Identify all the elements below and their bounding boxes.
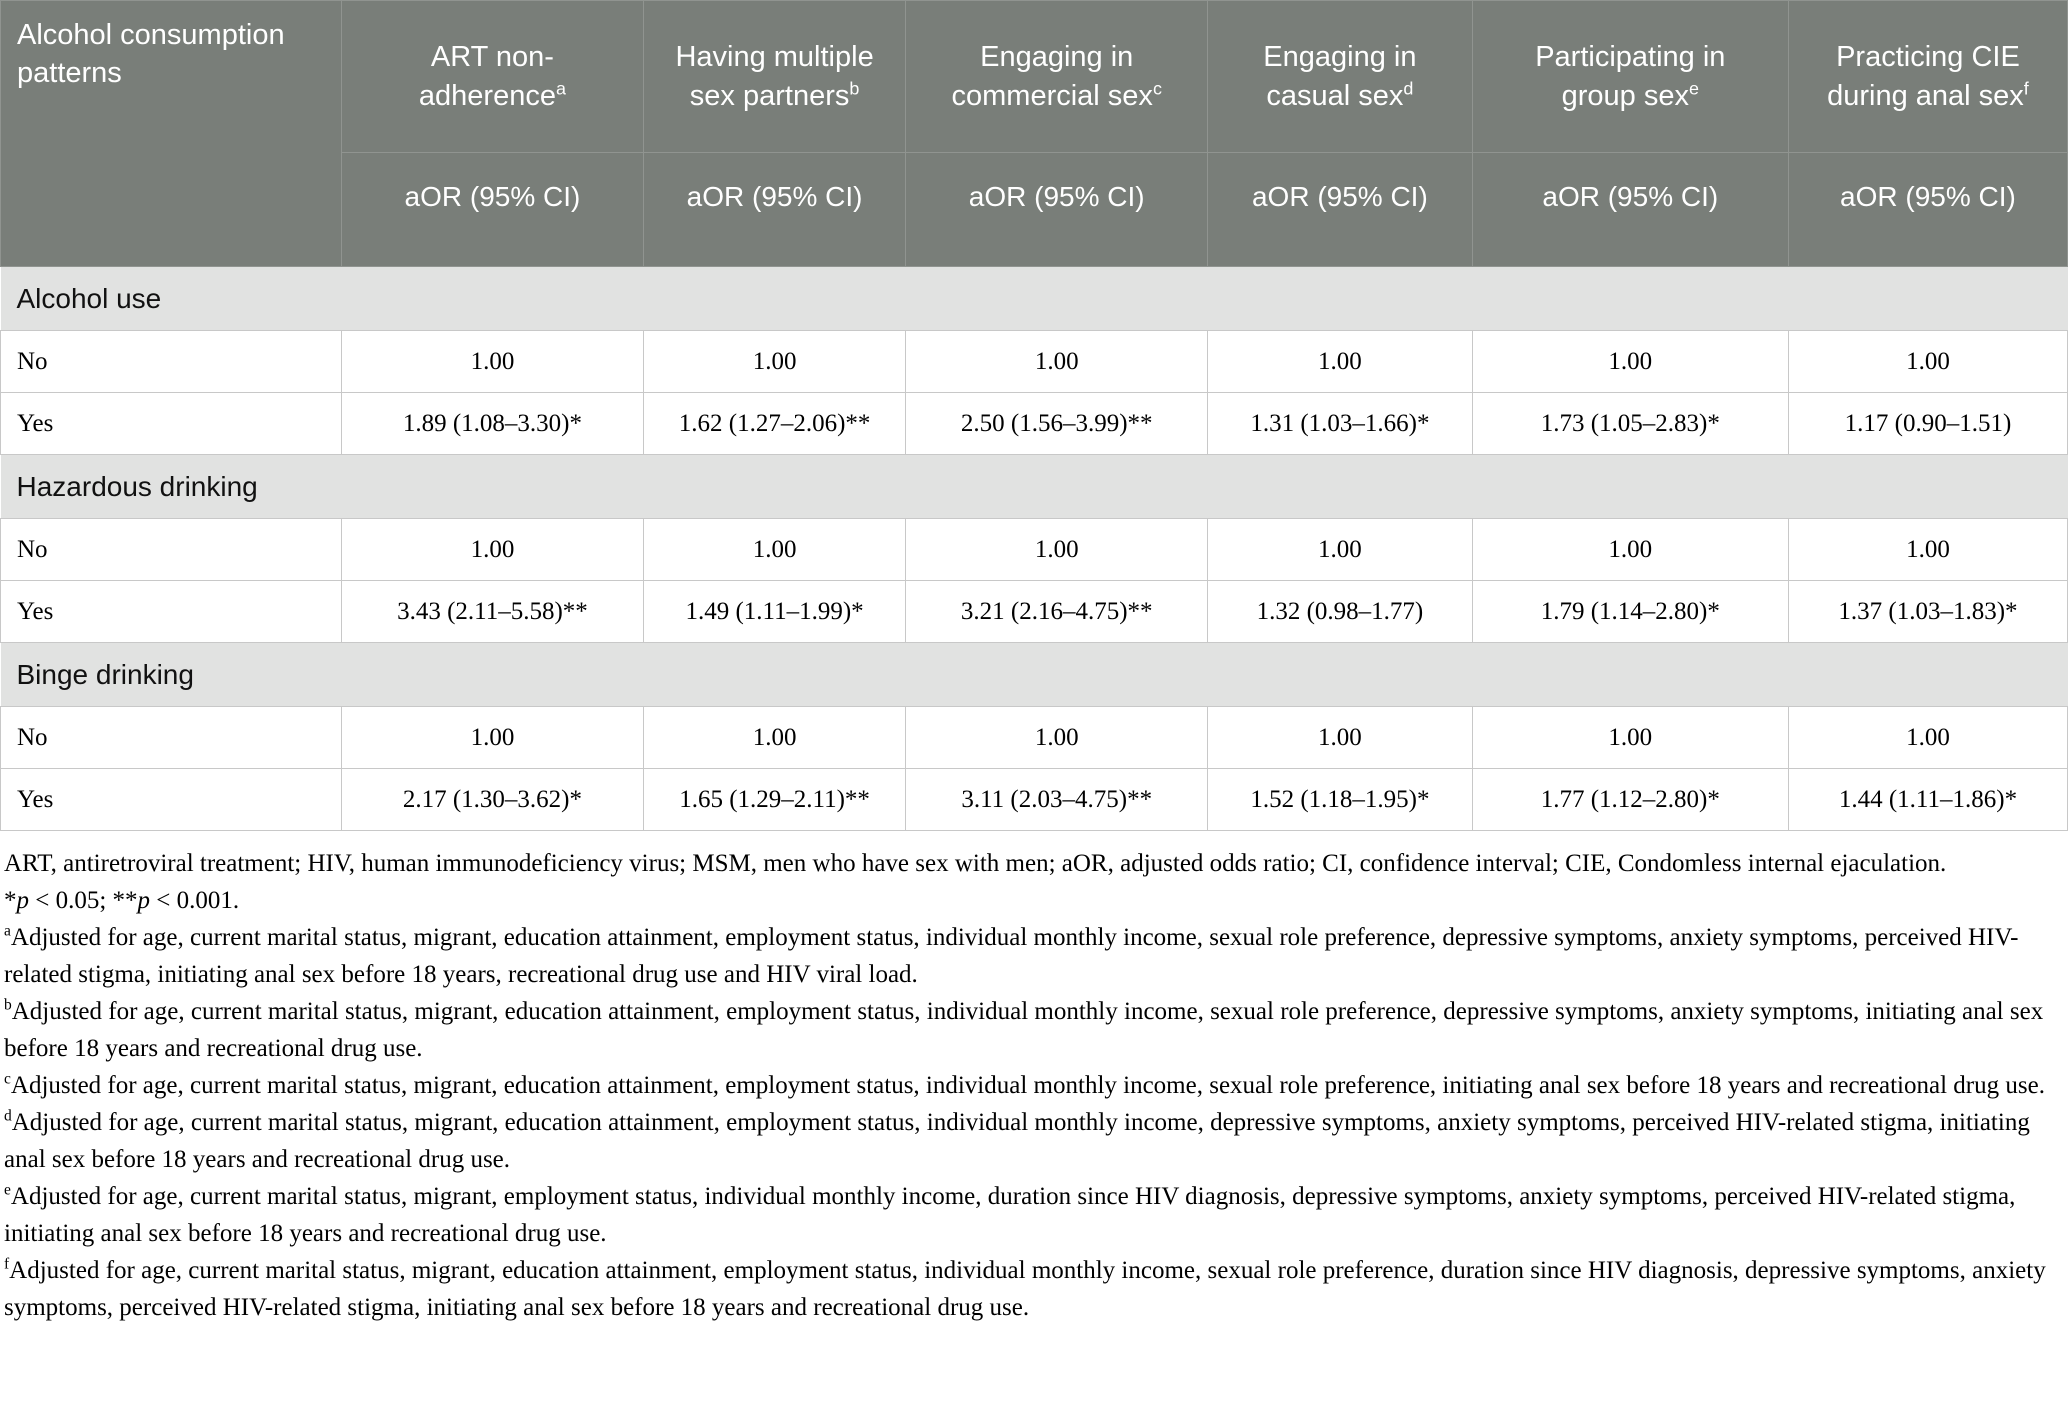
aor-subheader: aOR (95% CI) [1208,153,1473,267]
table-row [1,393,2068,455]
adjustment-footnote-d: $^d$Adjusted for age, current marital status, migrant, education attainment, employment status, individual monthly income, depressive symptoms, anxiety symptoms, perceived HIV-related stigma, initiating anal sex before 18 years and recreational drug use. [4,1107,2030,1173]
aor-value: 1.00 [1472,519,1788,581]
outcome-column-header: Engaging in commercial sex$^c$ [906,1,1208,153]
footnote-mark: a [4,922,11,940]
footnote-mark: d [1403,77,1414,98]
section-title: Binge drinking [1,643,2068,707]
footnote-mark: c [4,1070,11,1088]
aor-value: 1.89 (1.08–3.30)* [342,393,644,455]
aor-value: 1.00 [1472,707,1788,769]
aor-value: 1.00 [1788,707,2067,769]
aor-value: 1.44 (1.11–1.86)* [1788,769,2067,831]
aor-value: 1.00 [906,519,1208,581]
corner-header: Alcohol consumption patterns [1,1,342,267]
aor-value: 3.11 (2.03–4.75)** [906,769,1208,831]
p-value-symbol: p [16,887,29,914]
row-label: Yes [1,581,342,643]
aor-subheader: aOR (95% CI) [1472,153,1788,267]
table-header [1,1,2068,267]
section-title: Alcohol use [1,267,2068,331]
footnote-mark: a [555,77,566,98]
outcome-column-header: Practicing CIE during anal sex$^f$ [1788,1,2067,153]
section-title: Hazardous drinking [1,455,2068,519]
aor-value: 1.52 (1.18–1.95)* [1208,769,1473,831]
aor-value: 1.31 (1.03–1.66)* [1208,393,1473,455]
aor-value: 1.73 (1.05–2.83)* [1472,393,1788,455]
table-row [1,707,2068,769]
aor-subheader: aOR (95% CI) [1788,153,2067,267]
section-row [1,455,2068,519]
aor-value: 1.00 [906,707,1208,769]
adjustment-footnote-a: $^a$Adjusted for age, current marital status, migrant, education attainment, employment status, individual monthly income, sexual role preference, depressive symptoms, anxiety symptoms, perceived HIV-related stigma, initiating anal sex before 18 years, recreational drug use and HIV viral load. [4,922,2019,988]
footnotes [0,831,2068,1332]
aor-value: 1.17 (0.90–1.51) [1788,393,2067,455]
aor-subheader: aOR (95% CI) [643,153,906,267]
outcome-column-header: ART non-adherence$^a$ [342,1,644,153]
row-label: No [1,331,342,393]
adjustment-footnote-f: $^f$Adjusted for age, current marital status, migrant, education attainment, employment status, individual monthly income, sexual role preference, duration since HIV diagnosis, depressive symptoms, anxiety symptoms, perceived HIV-related stigma, initiating anal sex before 18 years and recreational drug use. [4,1255,2046,1321]
aor-value: 1.62 (1.27–2.06)** [643,393,906,455]
outcome-column-header: Participating in group sex$^e$ [1472,1,1788,153]
aor-value: 1.00 [906,331,1208,393]
aor-value: 1.37 (1.03–1.83)* [1788,581,2067,643]
section-row [1,643,2068,707]
footnote-mark: f [2023,77,2029,98]
aor-value: 1.65 (1.29–2.11)** [643,769,906,831]
adjustment-footnote-e: $^e$Adjusted for age, current marital status, migrant, employment status, individual monthly income, duration since HIV diagnosis, depressive symptoms, anxiety symptoms, perceived HIV-related stigma, initiating anal sex before 18 years and recreational drug use. [4,1181,2016,1247]
aor-value: 1.79 (1.14–2.80)* [1472,581,1788,643]
p-value-symbol: p [137,887,151,914]
significance-note: *p < 0.05; **p < 0.001. [4,887,240,914]
table-row [1,331,2068,393]
aor-value: 1.00 [643,331,906,393]
row-label: Yes [1,769,342,831]
aor-value: 3.43 (2.11–5.58)** [342,581,644,643]
aor-value: 1.32 (0.98–1.77) [1208,581,1473,643]
row-label: No [1,519,342,581]
aor-value: 1.00 [1472,331,1788,393]
aor-subheader: aOR (95% CI) [342,153,644,267]
footnote-mark: f [4,1255,10,1273]
row-label: No [1,707,342,769]
aor-value: 1.00 [1788,331,2067,393]
aor-value: 3.21 (2.16–4.75)** [906,581,1208,643]
aor-value: 2.50 (1.56–3.99)** [906,393,1208,455]
footnote-mark: e [4,1181,11,1199]
section-row [1,267,2068,331]
aor-value: 1.00 [1208,331,1473,393]
table-row [1,769,2068,831]
table-row [1,581,2068,643]
footnote-mark: b [849,77,860,98]
footnote-mark: b [4,996,12,1014]
aor-value: 1.00 [643,707,906,769]
aor-value: 2.17 (1.30–3.62)* [342,769,644,831]
adjustment-footnote-c: $^c$Adjusted for age, current marital status, migrant, education attainment, employment status, individual monthly income, sexual role preference, initiating anal sex before 18 years and recreational drug use. [4,1070,2045,1099]
aor-value: 1.00 [342,707,644,769]
abbreviations-note: ART, antiretroviral treatment; HIV, human immunodeficiency virus; MSM, men who have sex with men; aOR, adjusted odds ratio; CI, confidence interval; CIE, Condomless internal ejaculation. [4,850,1947,877]
outcome-column-header: Engaging in casual sex$^d$ [1208,1,1473,153]
aor-subheader: aOR (95% CI) [906,153,1208,267]
table-row [1,519,2068,581]
aor-value: 1.00 [342,519,644,581]
aor-value: 1.49 (1.11–1.99)* [643,581,906,643]
footnote-mark: e [1688,77,1699,98]
aor-value: 1.77 (1.12–2.80)* [1472,769,1788,831]
adjustment-footnote-b: $^b$Adjusted for age, current marital status, migrant, education attainment, employment status, individual monthly income, sexual role preference, depressive symptoms, anxiety symptoms, initiating anal sex before 18 years and recreational drug use. [4,996,2044,1062]
footnote-mark: d [4,1107,12,1125]
aor-value: 1.00 [342,331,644,393]
table-body [1,267,2068,831]
aor-value: 1.00 [1208,519,1473,581]
aor-value: 1.00 [643,519,906,581]
aor-value: 1.00 [1208,707,1473,769]
row-label: Yes [1,393,342,455]
footnote-mark: c [1152,77,1162,98]
outcome-column-header: Having multiple sex partners$^b$ [643,1,906,153]
aor-value: 1.00 [1788,519,2067,581]
